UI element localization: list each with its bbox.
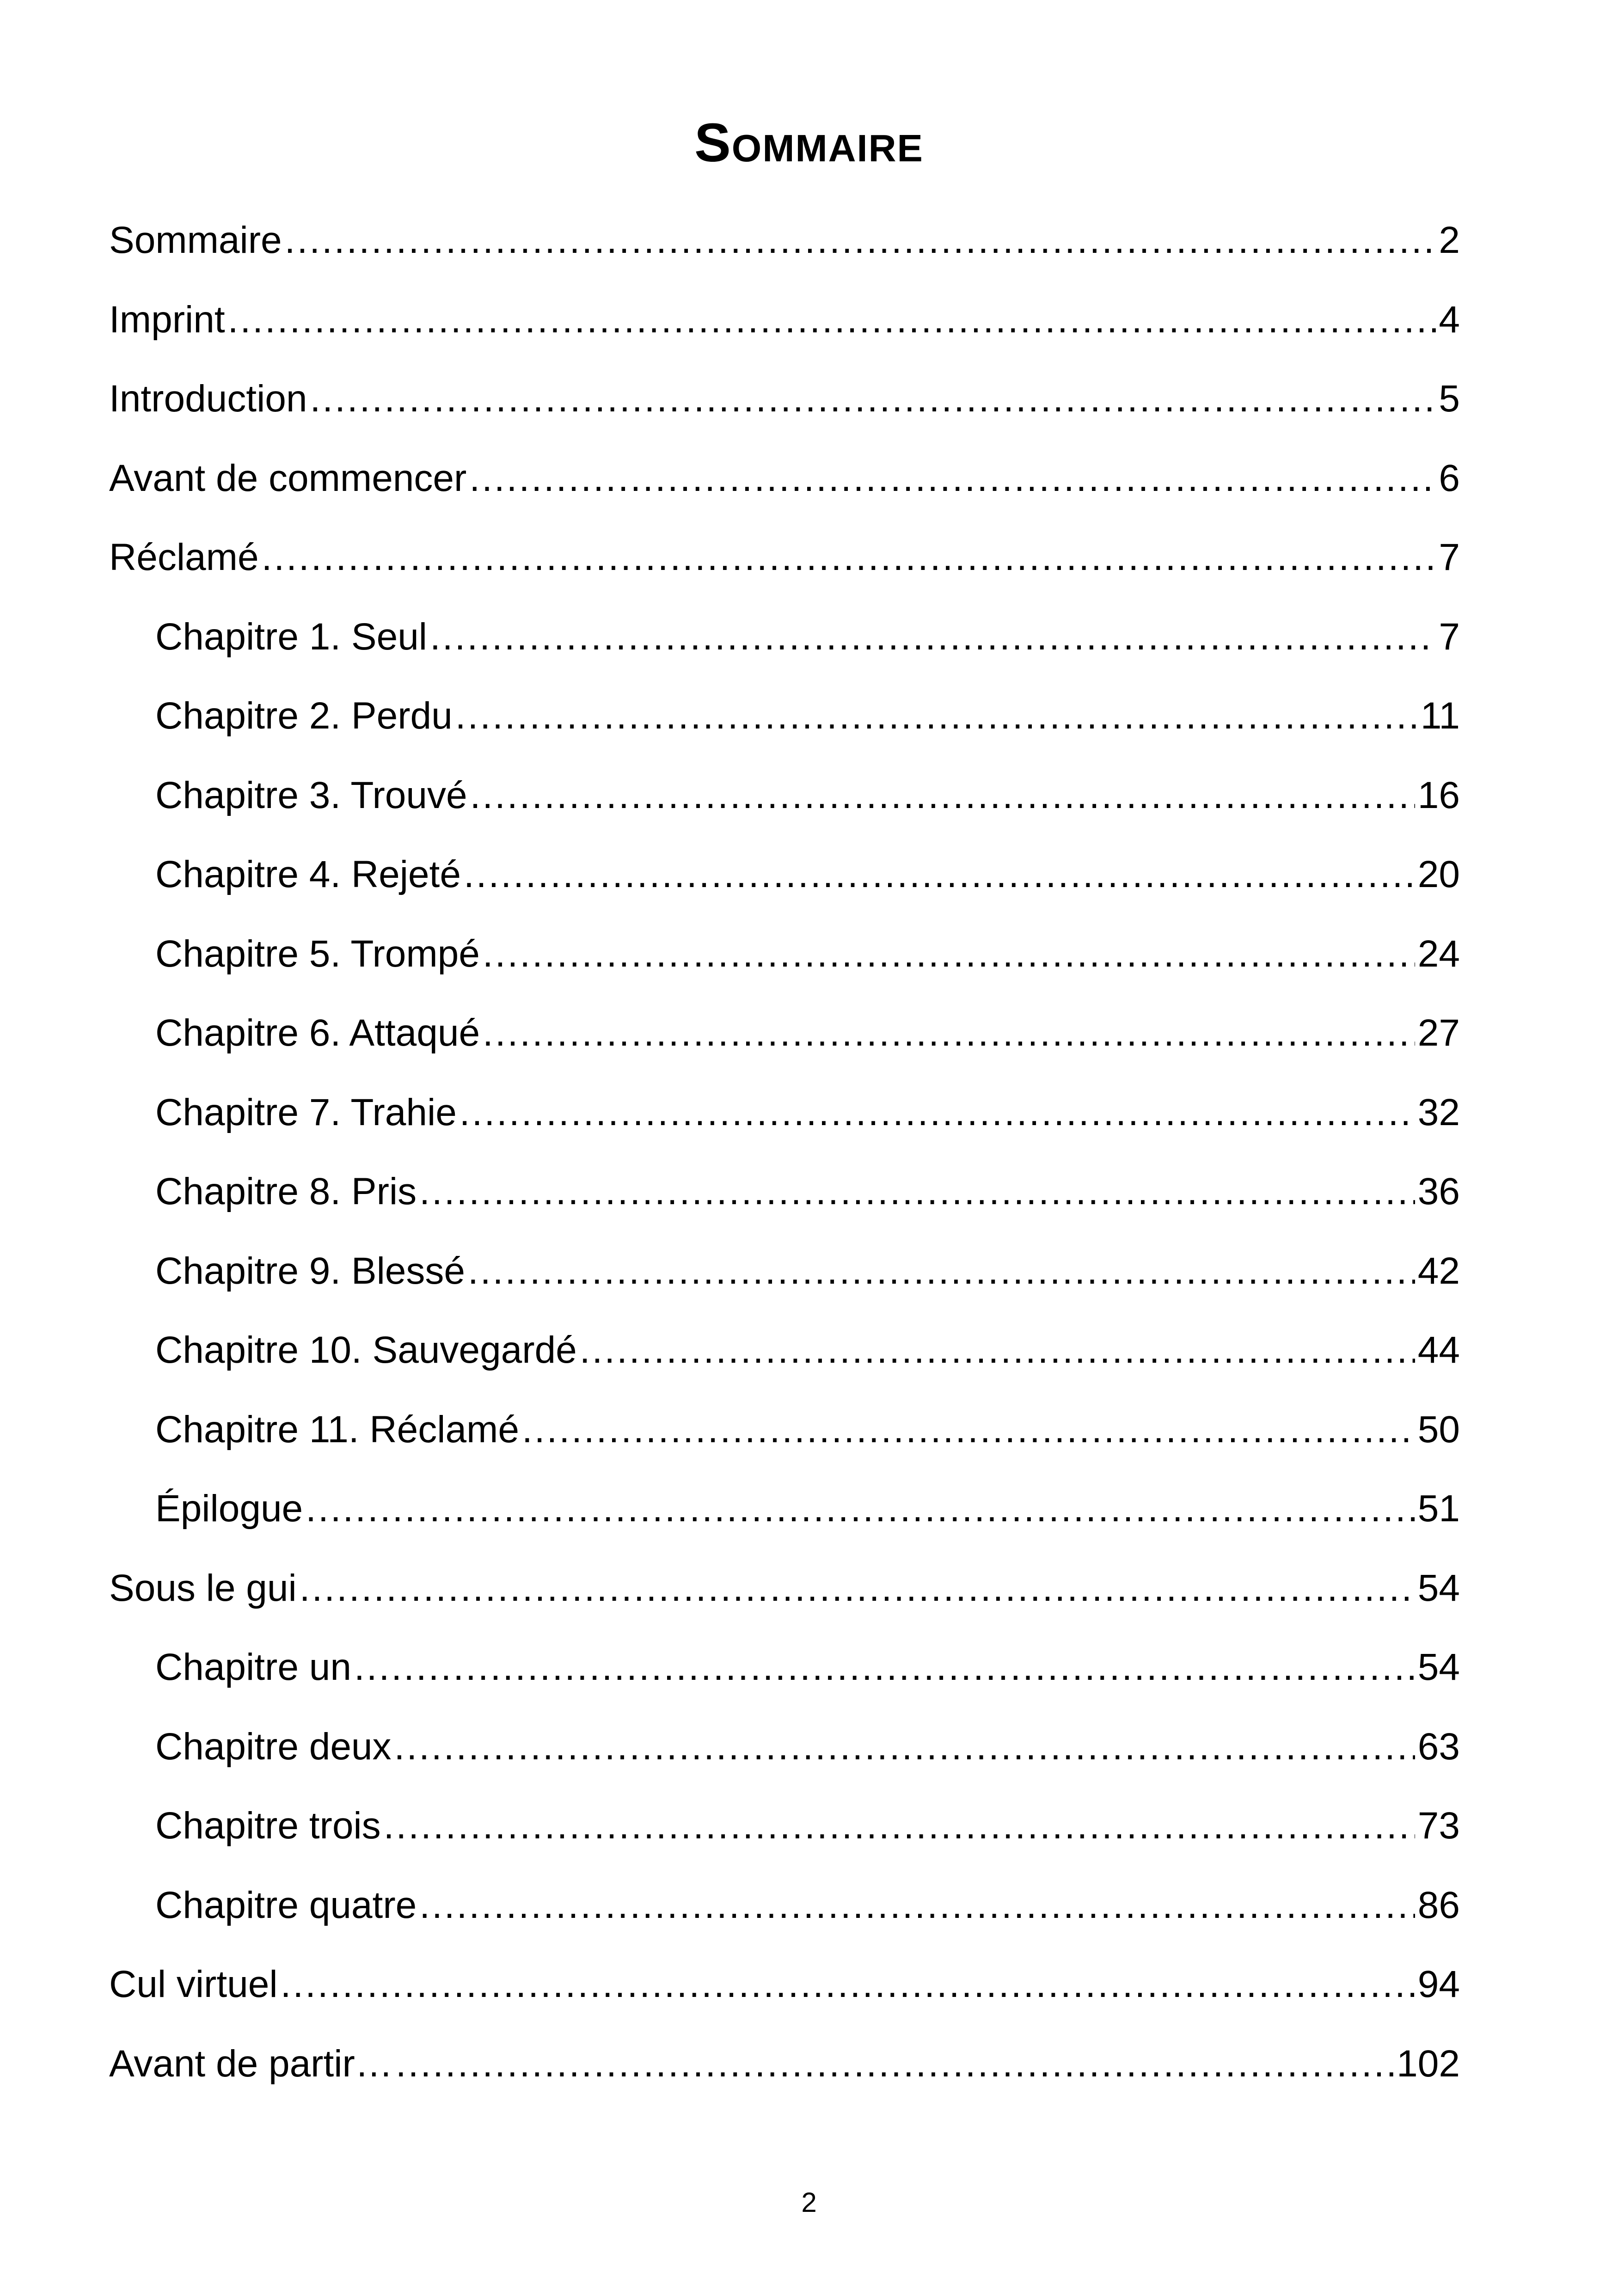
- toc-dot-leader: [285, 217, 1436, 263]
- toc-entry-label: Réclamé: [109, 536, 259, 578]
- toc-dot-leader: [262, 534, 1436, 581]
- toc-entry-label: Chapitre un: [155, 1646, 351, 1688]
- toc-entry-page: 42: [1417, 1249, 1460, 1292]
- toc-entry[interactable]: [109, 1407, 1460, 1486]
- toc-entry[interactable]: [109, 2041, 1460, 2120]
- toc-entry[interactable]: [109, 693, 1460, 772]
- toc-dot-leader: [354, 1644, 1415, 1690]
- toc-entry-page: 44: [1417, 1329, 1460, 1371]
- toc-entry-label: Chapitre 8. Pris: [155, 1170, 417, 1212]
- toc-dot-leader: [580, 1327, 1415, 1373]
- toc-entry-page: 24: [1417, 932, 1460, 975]
- toc-dot-leader: [468, 1248, 1415, 1294]
- toc-entry[interactable]: [109, 1961, 1460, 2041]
- toc-entry[interactable]: [109, 1010, 1460, 1090]
- toc-entry-page: 63: [1417, 1725, 1460, 1768]
- toc-entry-page: 6: [1439, 457, 1460, 499]
- toc-entry[interactable]: [109, 217, 1460, 297]
- toc-entry-label: Chapitre 5. Trompé: [155, 932, 480, 975]
- toc-entry-page: 5: [1439, 378, 1460, 420]
- toc-dot-leader: [394, 1724, 1415, 1770]
- toc-entry-label: Cul virtuel: [109, 1963, 278, 2005]
- toc-entry[interactable]: [109, 455, 1460, 535]
- toc-entry[interactable]: [109, 772, 1460, 852]
- toc-dot-leader: [384, 1803, 1415, 1849]
- toc-entry[interactable]: [109, 614, 1460, 693]
- toc-entry-label: Chapitre 1. Seul: [155, 615, 428, 658]
- page-title: Sommaire: [694, 112, 924, 173]
- toc-dot-leader: [469, 455, 1436, 502]
- toc-entry[interactable]: [109, 1486, 1460, 1565]
- toc-entry-label: Chapitre trois: [155, 1805, 381, 1847]
- toc-entry[interactable]: [109, 1882, 1460, 1962]
- toc-dot-leader: [460, 1090, 1415, 1136]
- toc-entry[interactable]: [109, 534, 1460, 614]
- toc-entry-label: Introduction: [109, 378, 307, 420]
- toc-dot-leader: [455, 693, 1418, 739]
- toc-entry-page: 36: [1417, 1170, 1460, 1212]
- toc-entry-label: Chapitre 4. Rejeté: [155, 853, 461, 895]
- toc-entry-label: Chapitre 10. Sauvegardé: [155, 1329, 577, 1371]
- toc-entry-label: Sous le gui: [109, 1567, 297, 1609]
- toc-entry-label: Chapitre 2. Perdu: [155, 695, 453, 737]
- toc-dot-leader: [419, 1169, 1415, 1215]
- toc-entry-label: Imprint: [109, 298, 225, 341]
- toc-entry[interactable]: [109, 851, 1460, 931]
- toc-entry[interactable]: [109, 1724, 1460, 1803]
- toc-entry-page: 20: [1417, 853, 1460, 895]
- page-number: 2: [801, 2187, 817, 2218]
- toc-entry[interactable]: [109, 931, 1460, 1010]
- toc-entry-page: 11: [1420, 695, 1460, 737]
- toc-entry-page: 27: [1417, 1012, 1460, 1054]
- toc-entry[interactable]: [109, 1565, 1460, 1645]
- toc-entry-page: 50: [1417, 1408, 1460, 1451]
- toc-entry-label: Chapitre 3. Trouvé: [155, 774, 467, 816]
- toc-entry[interactable]: [109, 1803, 1460, 1882]
- toc-entry-label: Chapitre 7. Trahie: [155, 1091, 457, 1133]
- toc-entry-page: 16: [1417, 774, 1460, 816]
- toc-entry-page: 2: [1439, 219, 1460, 261]
- toc-entry-label: Avant de commencer: [109, 457, 467, 499]
- toc-dot-leader: [306, 1486, 1415, 1532]
- toc-entry-label: Sommaire: [109, 219, 282, 261]
- toc-entry-page: 4: [1439, 298, 1460, 341]
- toc-dot-leader: [522, 1407, 1415, 1453]
- toc-entry[interactable]: [109, 376, 1460, 455]
- toc-dot-leader: [483, 931, 1415, 977]
- toc-entry-page: 7: [1439, 615, 1460, 658]
- toc-entry-page: 86: [1417, 1884, 1460, 1926]
- toc-entry-label: Avant de partir…: [109, 2042, 393, 2085]
- toc-entry[interactable]: [109, 1169, 1460, 1248]
- toc-dot-leader: [483, 1010, 1415, 1056]
- toc-entry-label: Chapitre 6. Attaqué: [155, 1012, 480, 1054]
- toc-entry-label: Chapitre quatre: [155, 1884, 417, 1926]
- toc-dot-leader: [396, 2041, 1394, 2087]
- toc-entry[interactable]: [109, 1644, 1460, 1724]
- toc-dot-leader: [464, 851, 1415, 898]
- toc-entry-label: Chapitre 9. Blessé: [155, 1249, 466, 1292]
- toc-entry-page: 73: [1417, 1805, 1460, 1847]
- toc-entry[interactable]: [109, 1248, 1460, 1328]
- toc-dot-leader: [430, 614, 1436, 660]
- toc-entry-page: 32: [1417, 1091, 1460, 1133]
- toc-dot-leader: [228, 297, 1436, 343]
- table-of-contents: [109, 217, 1460, 2120]
- toc-entry-page: 102: [1397, 2042, 1460, 2085]
- toc-entry-page: 54: [1417, 1646, 1460, 1688]
- toc-entry-label: Chapitre 11. Réclamé: [155, 1408, 519, 1451]
- toc-entry-label: Chapitre deux: [155, 1725, 392, 1768]
- toc-dot-leader: [310, 376, 1436, 422]
- toc-entry-page: 51: [1417, 1488, 1460, 1530]
- toc-entry[interactable]: [109, 1327, 1460, 1407]
- toc-dot-leader: [300, 1565, 1415, 1611]
- toc-entry-page: 94: [1417, 1963, 1460, 2005]
- toc-dot-leader: [470, 772, 1415, 819]
- toc-entry[interactable]: [109, 297, 1460, 376]
- toc-entry-page: 7: [1439, 536, 1460, 578]
- toc-entry-label: Épilogue: [155, 1488, 303, 1530]
- toc-dot-leader: [281, 1961, 1415, 2008]
- toc-entry-page: 54: [1417, 1567, 1460, 1609]
- toc-dot-leader: [419, 1882, 1415, 1929]
- toc-entry[interactable]: [109, 1090, 1460, 1169]
